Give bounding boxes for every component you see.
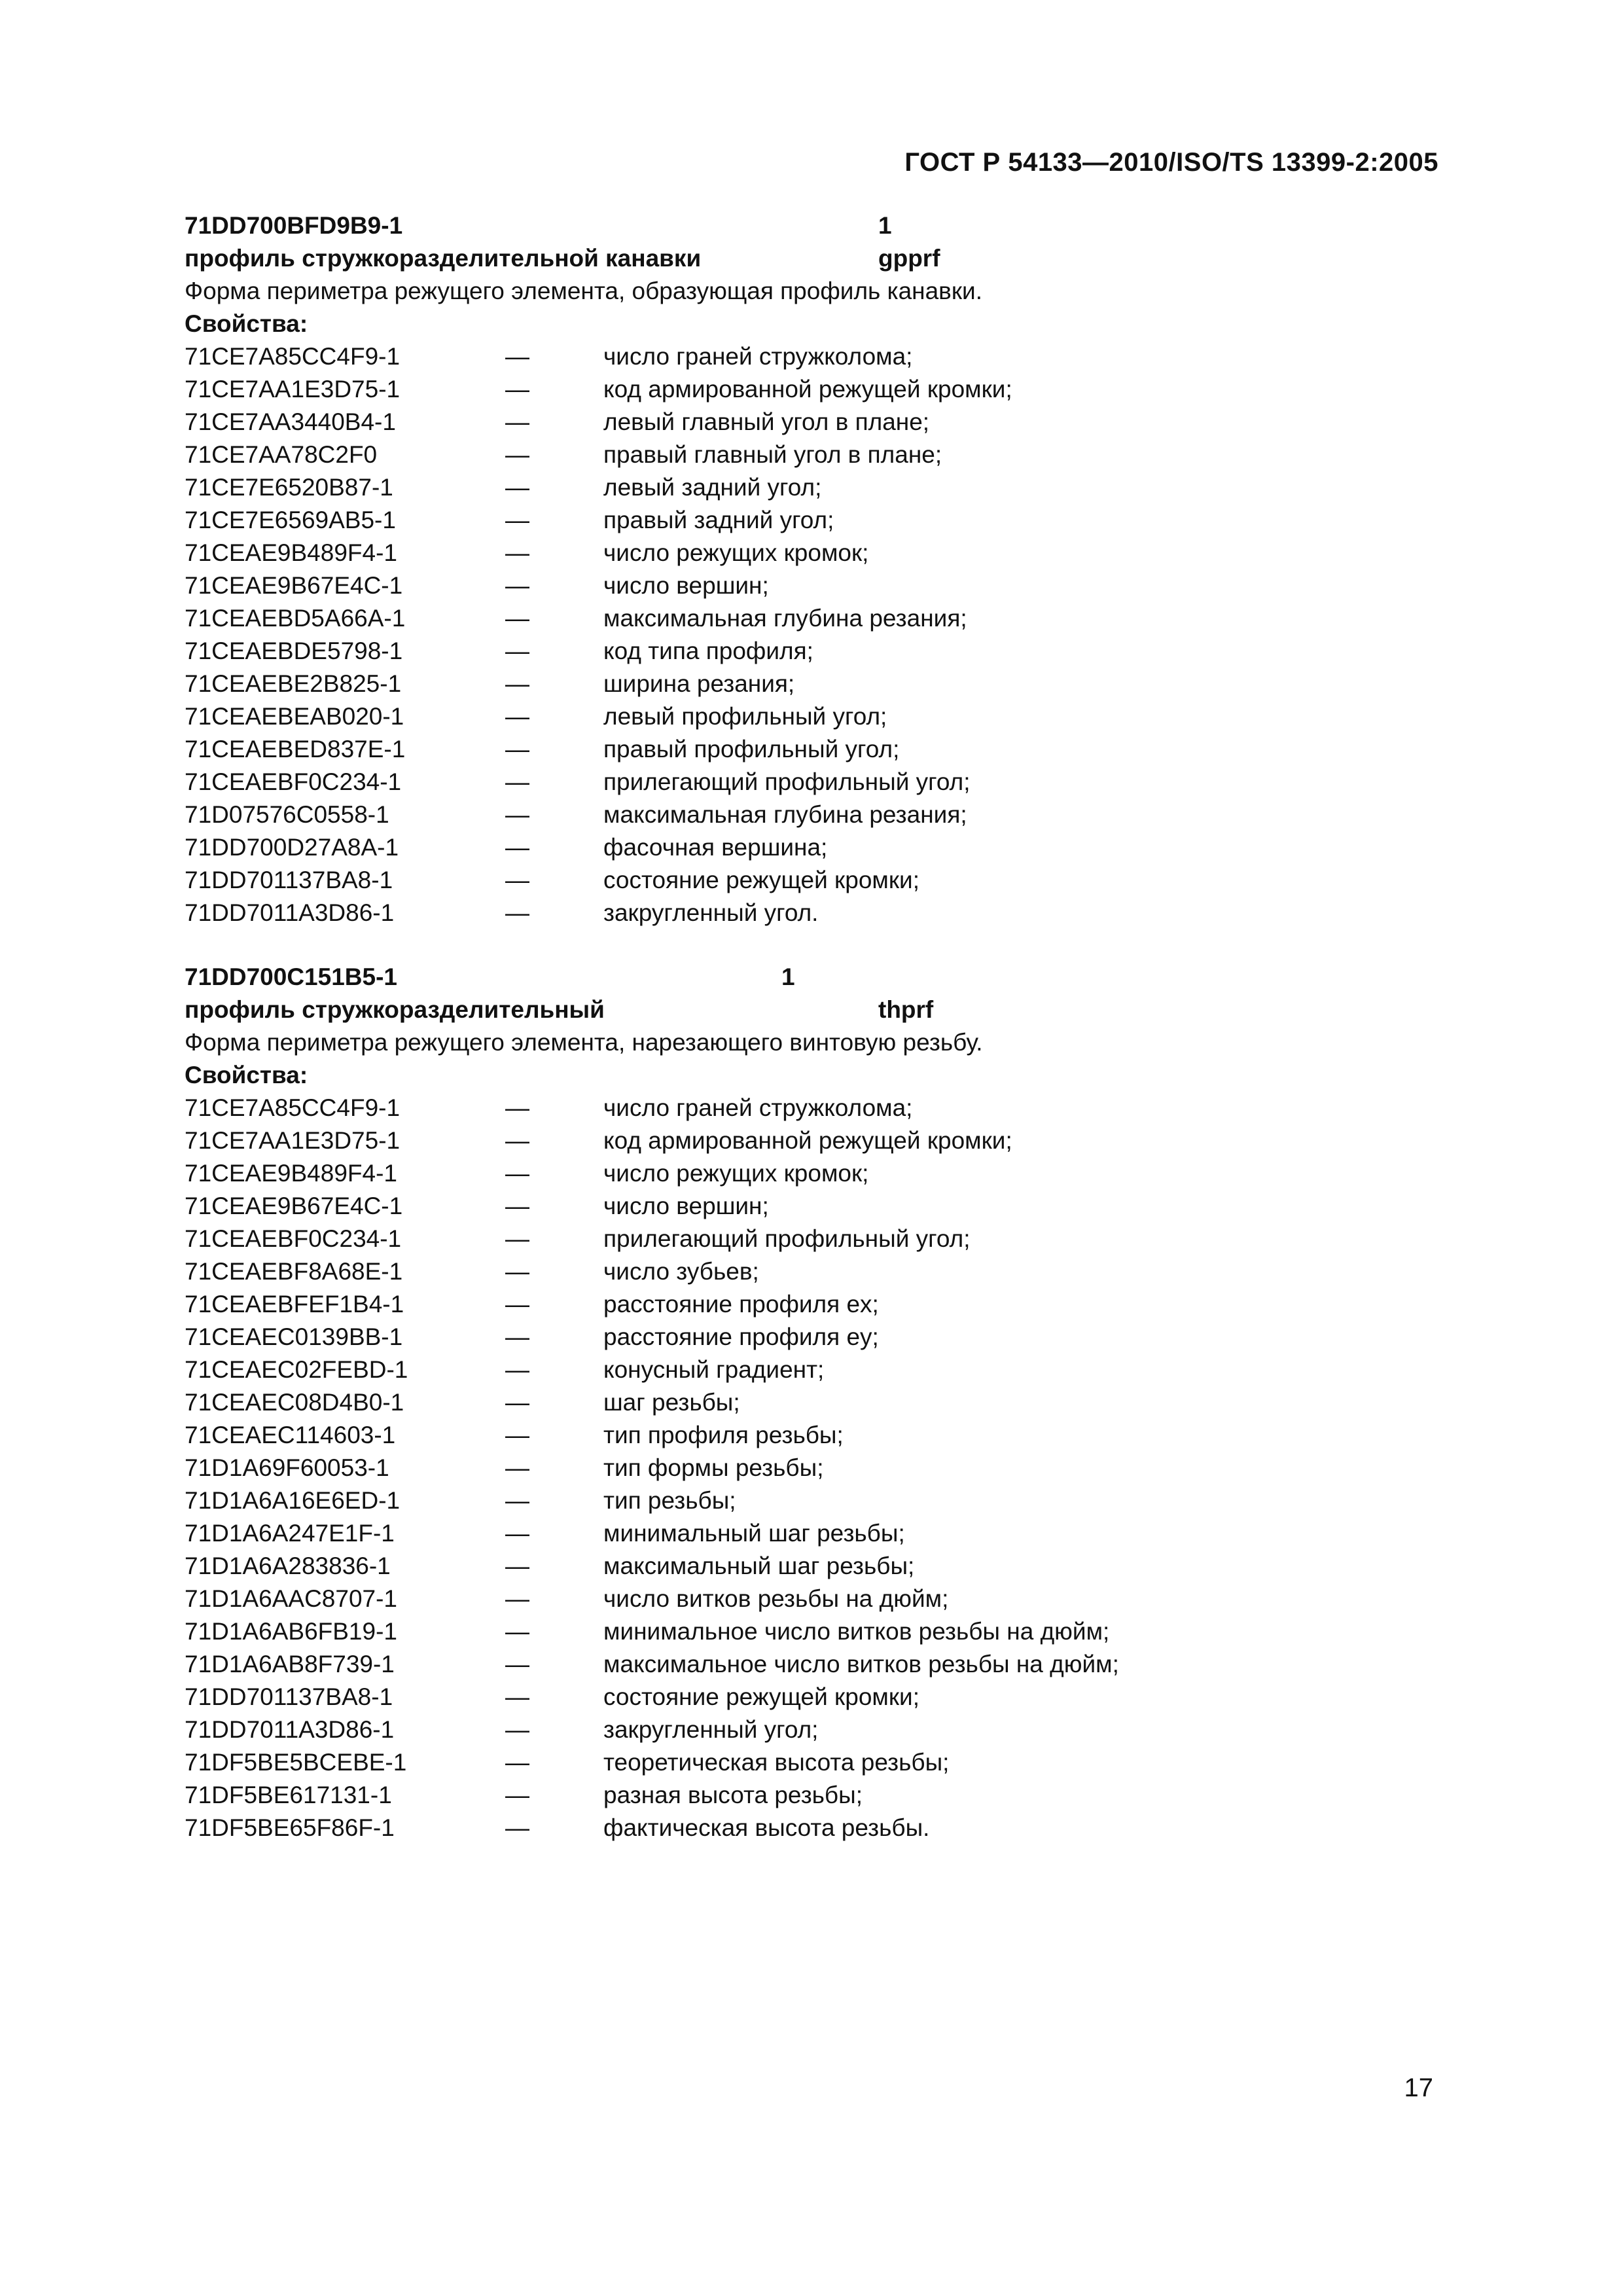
property-dash: —: [505, 670, 529, 697]
property-description: закругленный угол.: [603, 899, 819, 926]
property-dash: —: [505, 376, 529, 403]
property-dash: —: [505, 1389, 529, 1416]
property-dash: —: [505, 1618, 529, 1645]
property-description: код армированной режущей кромки;: [603, 1127, 1012, 1154]
property-description: число режущих кромок;: [603, 1160, 869, 1187]
property-description: максимальная глубина резания;: [603, 801, 967, 828]
property-description: тип профиля резьбы;: [603, 1422, 844, 1448]
property-row: [185, 1648, 1428, 1681]
property-dash: —: [505, 637, 529, 664]
property-code: 71DD701137BA8-1: [185, 1683, 393, 1710]
property-row: [185, 1583, 1428, 1615]
property-code: 71CE7AA1E3D75-1: [185, 1127, 401, 1154]
property-row: [185, 1092, 1428, 1124]
property-description: число вершин;: [603, 1193, 769, 1219]
section-symbol: thprf: [878, 996, 934, 1023]
property-dash: —: [505, 1487, 529, 1514]
property-dash: —: [505, 343, 529, 370]
property-description: прилегающий профильный угол;: [603, 768, 971, 795]
property-row: [185, 668, 1428, 700]
property-dash: —: [505, 1356, 529, 1383]
property-dash: —: [505, 1454, 529, 1481]
property-row: [185, 798, 1428, 831]
property-dash: —: [505, 1127, 529, 1154]
property-code: 71CEAEBF8A68E-1: [185, 1258, 403, 1285]
property-description: минимальный шаг резьбы;: [603, 1520, 905, 1547]
property-description: минимальное число витков резьбы на дюйм;: [603, 1618, 1110, 1645]
property-row: [185, 1354, 1428, 1386]
property-code: 71CEAEBF0C234-1: [185, 1225, 402, 1252]
property-row: [185, 1615, 1428, 1648]
property-dash: —: [505, 1749, 529, 1776]
property-dash: —: [505, 834, 529, 861]
property-row: [185, 766, 1428, 798]
property-row: [185, 1452, 1428, 1484]
property-code: 71CE7AA78C2F0: [185, 441, 378, 468]
property-code: 71CE7E6569AB5-1: [185, 507, 396, 533]
property-row: [185, 1812, 1428, 1844]
property-code: 71CEAEC08D4B0-1: [185, 1389, 404, 1416]
property-description: максимальное число витков резьбы на дюйм;: [603, 1651, 1119, 1677]
property-row: [185, 1550, 1428, 1583]
property-dash: —: [505, 1094, 529, 1121]
property-code: 71D1A6AB6FB19-1: [185, 1618, 397, 1645]
property-code: 71CEAEBED837E-1: [185, 736, 406, 762]
property-row: [185, 1321, 1428, 1354]
property-dash: —: [505, 1225, 529, 1252]
property-dash: —: [505, 1291, 529, 1318]
property-row: [185, 537, 1428, 569]
property-code: 71CEAE9B67E4C-1: [185, 1193, 403, 1219]
section-id-code: 71DD700BFD9B9-1: [185, 212, 403, 239]
property-row: [185, 406, 1428, 439]
property-code: 71DD700D27A8A-1: [185, 834, 399, 861]
property-row: [185, 733, 1428, 766]
property-code: 71CEAEC02FEBD-1: [185, 1356, 408, 1383]
property-code: 71D1A6A283836-1: [185, 1552, 391, 1579]
property-row: [185, 569, 1428, 602]
property-row: [185, 1288, 1428, 1321]
property-code: 71CEAEBF0C234-1: [185, 768, 402, 795]
property-dash: —: [505, 801, 529, 828]
property-row: [185, 897, 1428, 929]
property-row: [185, 471, 1428, 504]
property-code: 71CEAEBDE5798-1: [185, 637, 403, 664]
property-code: 71CE7E6520B87-1: [185, 474, 393, 501]
property-description: число граней стружколома;: [603, 343, 913, 370]
property-row: [185, 1255, 1428, 1288]
property-code: 71CEAEC114603-1: [185, 1422, 396, 1448]
property-code: 71D07576C0558-1: [185, 801, 389, 828]
property-code: 71CE7AA1E3D75-1: [185, 376, 401, 403]
property-dash: —: [505, 1651, 529, 1677]
property-dash: —: [505, 1520, 529, 1547]
page-number: 17: [1404, 2073, 1433, 2102]
property-description: фасочная вершина;: [603, 834, 828, 861]
property-description: прилегающий профильный угол;: [603, 1225, 971, 1252]
property-description: тип формы резьбы;: [603, 1454, 824, 1481]
property-row: [185, 439, 1428, 471]
property-row: [185, 1517, 1428, 1550]
property-description: теоретическая высота резьбы;: [603, 1749, 950, 1776]
property-dash: —: [505, 605, 529, 632]
property-row: [185, 1713, 1428, 1746]
property-dash: —: [505, 1814, 529, 1841]
property-code: 71CEAEBD5A66A-1: [185, 605, 406, 632]
property-code: 71DD7011A3D86-1: [185, 1716, 395, 1743]
property-code: 71CEAE9B67E4C-1: [185, 572, 403, 599]
property-code: 71DD7011A3D86-1: [185, 899, 395, 926]
property-dash: —: [505, 1552, 529, 1579]
property-code: 71D1A6A247E1F-1: [185, 1520, 395, 1547]
property-description: тип резьбы;: [603, 1487, 736, 1514]
property-row: [185, 373, 1428, 406]
property-row: [185, 1386, 1428, 1419]
property-description: правый задний угол;: [603, 507, 834, 533]
property-dash: —: [505, 507, 529, 533]
property-description: максимальная глубина резания;: [603, 605, 967, 632]
property-row: [185, 831, 1428, 864]
property-code: 71CEAE9B489F4-1: [185, 1160, 397, 1187]
property-dash: —: [505, 1585, 529, 1612]
property-dash: —: [505, 1193, 529, 1219]
section-definition: Форма периметра режущего элемента, образующая профиль канавки.: [185, 278, 982, 304]
property-dash: —: [505, 1683, 529, 1710]
property-description: шаг резьбы;: [603, 1389, 740, 1416]
property-description: ширина резания;: [603, 670, 795, 697]
property-description: правый профильный угол;: [603, 736, 900, 762]
property-description: закругленный угол;: [603, 1716, 819, 1743]
property-dash: —: [505, 441, 529, 468]
property-dash: —: [505, 1258, 529, 1285]
property-description: число режущих кромок;: [603, 539, 869, 566]
property-dash: —: [505, 736, 529, 762]
section-name: профиль стружкоразделительный: [185, 996, 605, 1023]
property-description: разная высота резьбы;: [603, 1782, 863, 1808]
property-description: расстояние профиля ex;: [603, 1291, 879, 1318]
section-name: профиль стружкоразделительной канавки: [185, 245, 702, 272]
property-row: [185, 340, 1428, 373]
property-code: 71DD701137BA8-1: [185, 867, 393, 893]
property-description: код армированной режущей кромки;: [603, 376, 1012, 403]
property-description: состояние режущей кромки;: [603, 1683, 919, 1710]
property-code: 71DF5BE617131-1: [185, 1782, 392, 1808]
property-dash: —: [505, 1422, 529, 1448]
property-description: число вершин;: [603, 572, 769, 599]
property-code: 71DF5BE5BCEBE-1: [185, 1749, 407, 1776]
property-description: состояние режущей кромки;: [603, 867, 919, 893]
property-code: 71D1A6AB8F739-1: [185, 1651, 395, 1677]
property-row: [185, 602, 1428, 635]
property-row: [185, 1223, 1428, 1255]
property-row: [185, 1681, 1428, 1713]
property-row: [185, 700, 1428, 733]
property-dash: —: [505, 539, 529, 566]
property-dash: —: [505, 1323, 529, 1350]
property-dash: —: [505, 1160, 529, 1187]
property-description: конусный градиент;: [603, 1356, 825, 1383]
document-header: ГОСТ Р 54133—2010/ISO/TS 13399-2:2005: [904, 148, 1438, 177]
property-row: [185, 864, 1428, 897]
property-code: 71CEAEBFEF1B4-1: [185, 1291, 404, 1318]
property-code: 71CE7A85CC4F9-1: [185, 1094, 401, 1121]
property-code: 71CE7AA3440B4-1: [185, 408, 396, 435]
property-code: 71CEAEBE2B825-1: [185, 670, 402, 697]
property-description: фактическая высота резьбы.: [603, 1814, 930, 1841]
property-row: [185, 1157, 1428, 1190]
property-dash: —: [505, 867, 529, 893]
property-dash: —: [505, 572, 529, 599]
property-code: 71CEAEBEAB020-1: [185, 703, 404, 730]
section-definition: Форма периметра режущего элемента, нарезающего винтовую резьбу.: [185, 1029, 983, 1056]
property-description: максимальный шаг резьбы;: [603, 1552, 915, 1579]
property-code: 71D1A6AAC8707-1: [185, 1585, 397, 1612]
property-description: левый главный угол в плане;: [603, 408, 930, 435]
property-dash: —: [505, 474, 529, 501]
property-description: левый задний угол;: [603, 474, 822, 501]
property-row: [185, 1124, 1428, 1157]
property-description: левый профильный угол;: [603, 703, 887, 730]
property-row: [185, 635, 1428, 668]
property-code: 71D1A69F60053-1: [185, 1454, 389, 1481]
property-code: 71CEAE9B489F4-1: [185, 539, 397, 566]
property-row: [185, 1419, 1428, 1452]
properties-label: Свойства:: [185, 310, 308, 337]
property-description: расстояние профиля ey;: [603, 1323, 879, 1350]
section-id-code: 71DD700C151B5-1: [185, 963, 397, 990]
property-row: [185, 1746, 1428, 1779]
property-dash: —: [505, 1716, 529, 1743]
property-row: [185, 1190, 1428, 1223]
section-version: 1: [781, 963, 795, 990]
property-description: число витков резьбы на дюйм;: [603, 1585, 949, 1612]
section-symbol: gpprf: [878, 245, 940, 272]
property-description: правый главный угол в плане;: [603, 441, 942, 468]
property-row: [185, 504, 1428, 537]
properties-label: Свойства:: [185, 1062, 308, 1088]
property-row: [185, 1779, 1428, 1812]
property-description: число граней стружколома;: [603, 1094, 913, 1121]
property-dash: —: [505, 768, 529, 795]
property-code: 71CE7A85CC4F9-1: [185, 343, 401, 370]
property-code: 71DF5BE65F86F-1: [185, 1814, 395, 1841]
property-dash: —: [505, 1782, 529, 1808]
property-dash: —: [505, 703, 529, 730]
property-description: код типа профиля;: [603, 637, 813, 664]
property-dash: —: [505, 408, 529, 435]
property-row: [185, 1484, 1428, 1517]
property-description: число зубьев;: [603, 1258, 759, 1285]
property-code: 71CEAEC0139BB-1: [185, 1323, 403, 1350]
property-dash: —: [505, 899, 529, 926]
section-version: 1: [878, 212, 892, 239]
property-code: 71D1A6A16E6ED-1: [185, 1487, 401, 1514]
